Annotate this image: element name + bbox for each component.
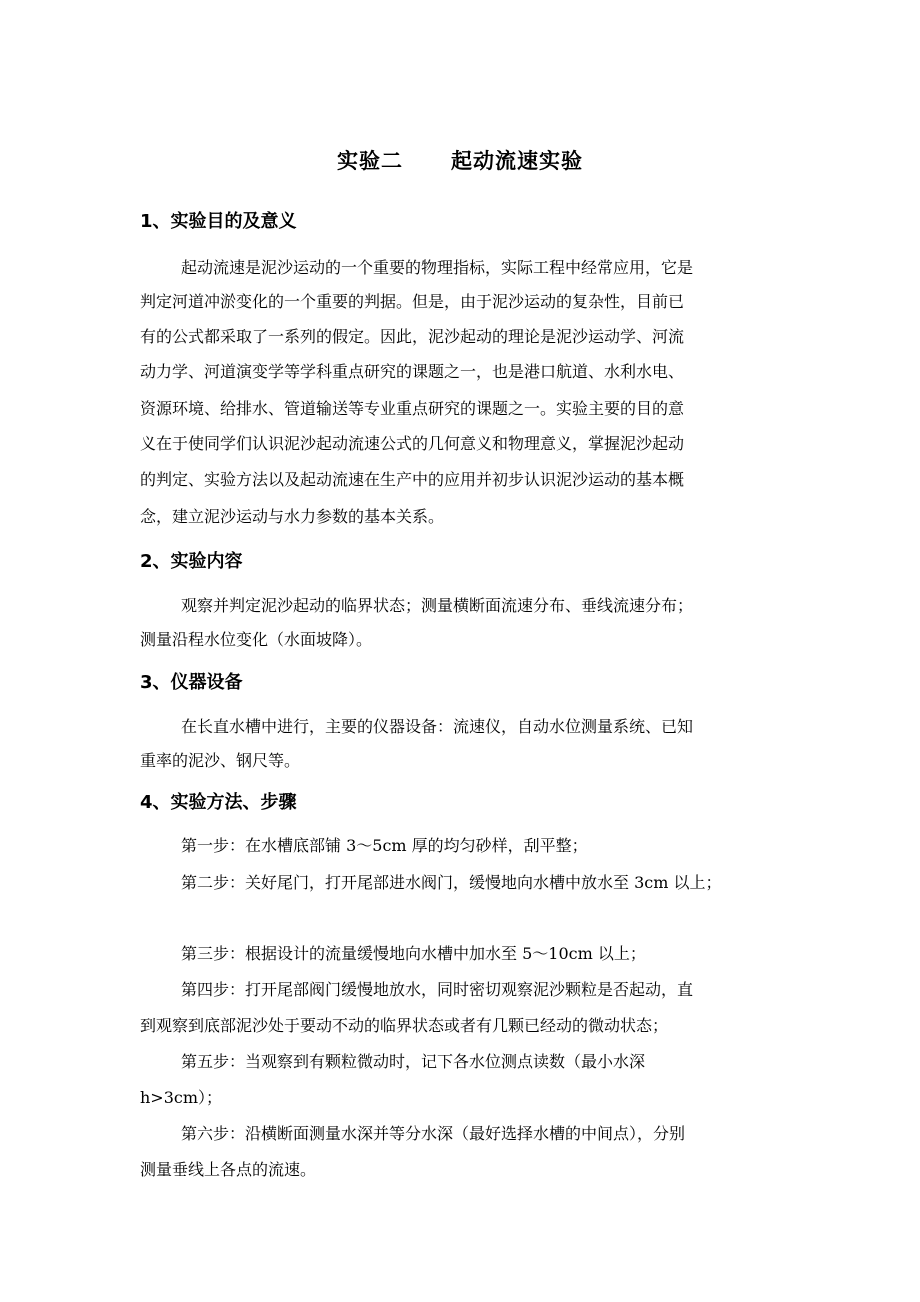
step-line: 第六步：沿横断面测量水深并等分水深（最好选择水槽的中间点），分别 [181, 1124, 686, 1143]
paragraph-line: 起动流速是泥沙运动的一个重要的物理指标，实际工程中经常应用，它是 [181, 258, 694, 277]
paragraph-line: 念，建立泥沙运动与水力参数的基本关系。 [140, 507, 445, 526]
paragraph-line: 重率的泥沙、钢尺等。 [140, 751, 301, 770]
paragraph-line: 的判定、实验方法以及起动流速在生产中的应用并初步认识泥沙运动的基本概 [140, 470, 685, 489]
step-line: h>3cm）； [140, 1088, 223, 1107]
step-line: 测量垂线上各点的流速。 [140, 1160, 317, 1179]
step-line: 第五步：当观察到有颗粒微动时，记下各水位测点读数（最小水深 [181, 1052, 646, 1071]
section-heading-equipment: 3、仪器设备 [140, 672, 243, 693]
paragraph-line: 测量沿程水位变化（水面坡降）。 [140, 630, 373, 649]
step-line: 第四步：打开尾部阀门缓慢地放水，同时密切观察泥沙颗粒是否起动，直 [181, 980, 694, 999]
step-line: 到观察到底部泥沙处于要动不动的临界状态或者有几颗已经动的微动状态； [140, 1016, 669, 1035]
paragraph-line: 义在于使同学们认识泥沙起动流速公式的几何意义和物理意义，掌握泥沙起动 [140, 434, 685, 453]
step-line: 第三步：根据设计的流量缓慢地向水槽中加水至 5～10cm 以上； [181, 944, 646, 963]
section-heading-content: 2、实验内容 [140, 551, 243, 572]
section-heading-method: 4、实验方法、步骤 [140, 792, 297, 813]
paragraph-line: 动力学、河道演变学等学科重点研究的课题之一，也是港口航道、水利水电、 [140, 362, 685, 381]
paragraph-line: 判定河道冲淤变化的一个重要的判据。但是，由于泥沙运动的复杂性，目前已 [140, 292, 685, 311]
title-experiment-name: 起动流速实验 [451, 149, 583, 173]
page-title [0, 145, 920, 177]
section-heading-purpose: 1、实验目的及意义 [140, 211, 297, 232]
step-line: 第二步：关好尾门，打开尾部进水阀门，缓慢地向水槽中放水至 3cm 以上； [181, 873, 722, 892]
step-line: 第一步：在水槽底部铺 3～5cm 厚的均匀砂样，刮平整； [181, 836, 588, 855]
title-experiment-number: 实验二 [337, 149, 403, 173]
paragraph-line: 观察并判定泥沙起动的临界状态；测量横断面流速分布、垂线流速分布； [181, 596, 694, 615]
paragraph-line: 在长直水槽中进行，主要的仪器设备：流速仪，自动水位测量系统、已知 [181, 717, 694, 736]
paragraph-line: 资源环境、给排水、管道输送等专业重点研究的课题之一。实验主要的目的意 [140, 399, 685, 418]
paragraph-line: 有的公式都采取了一系列的假定。因此，泥沙起动的理论是泥沙运动学、河流 [140, 327, 685, 346]
